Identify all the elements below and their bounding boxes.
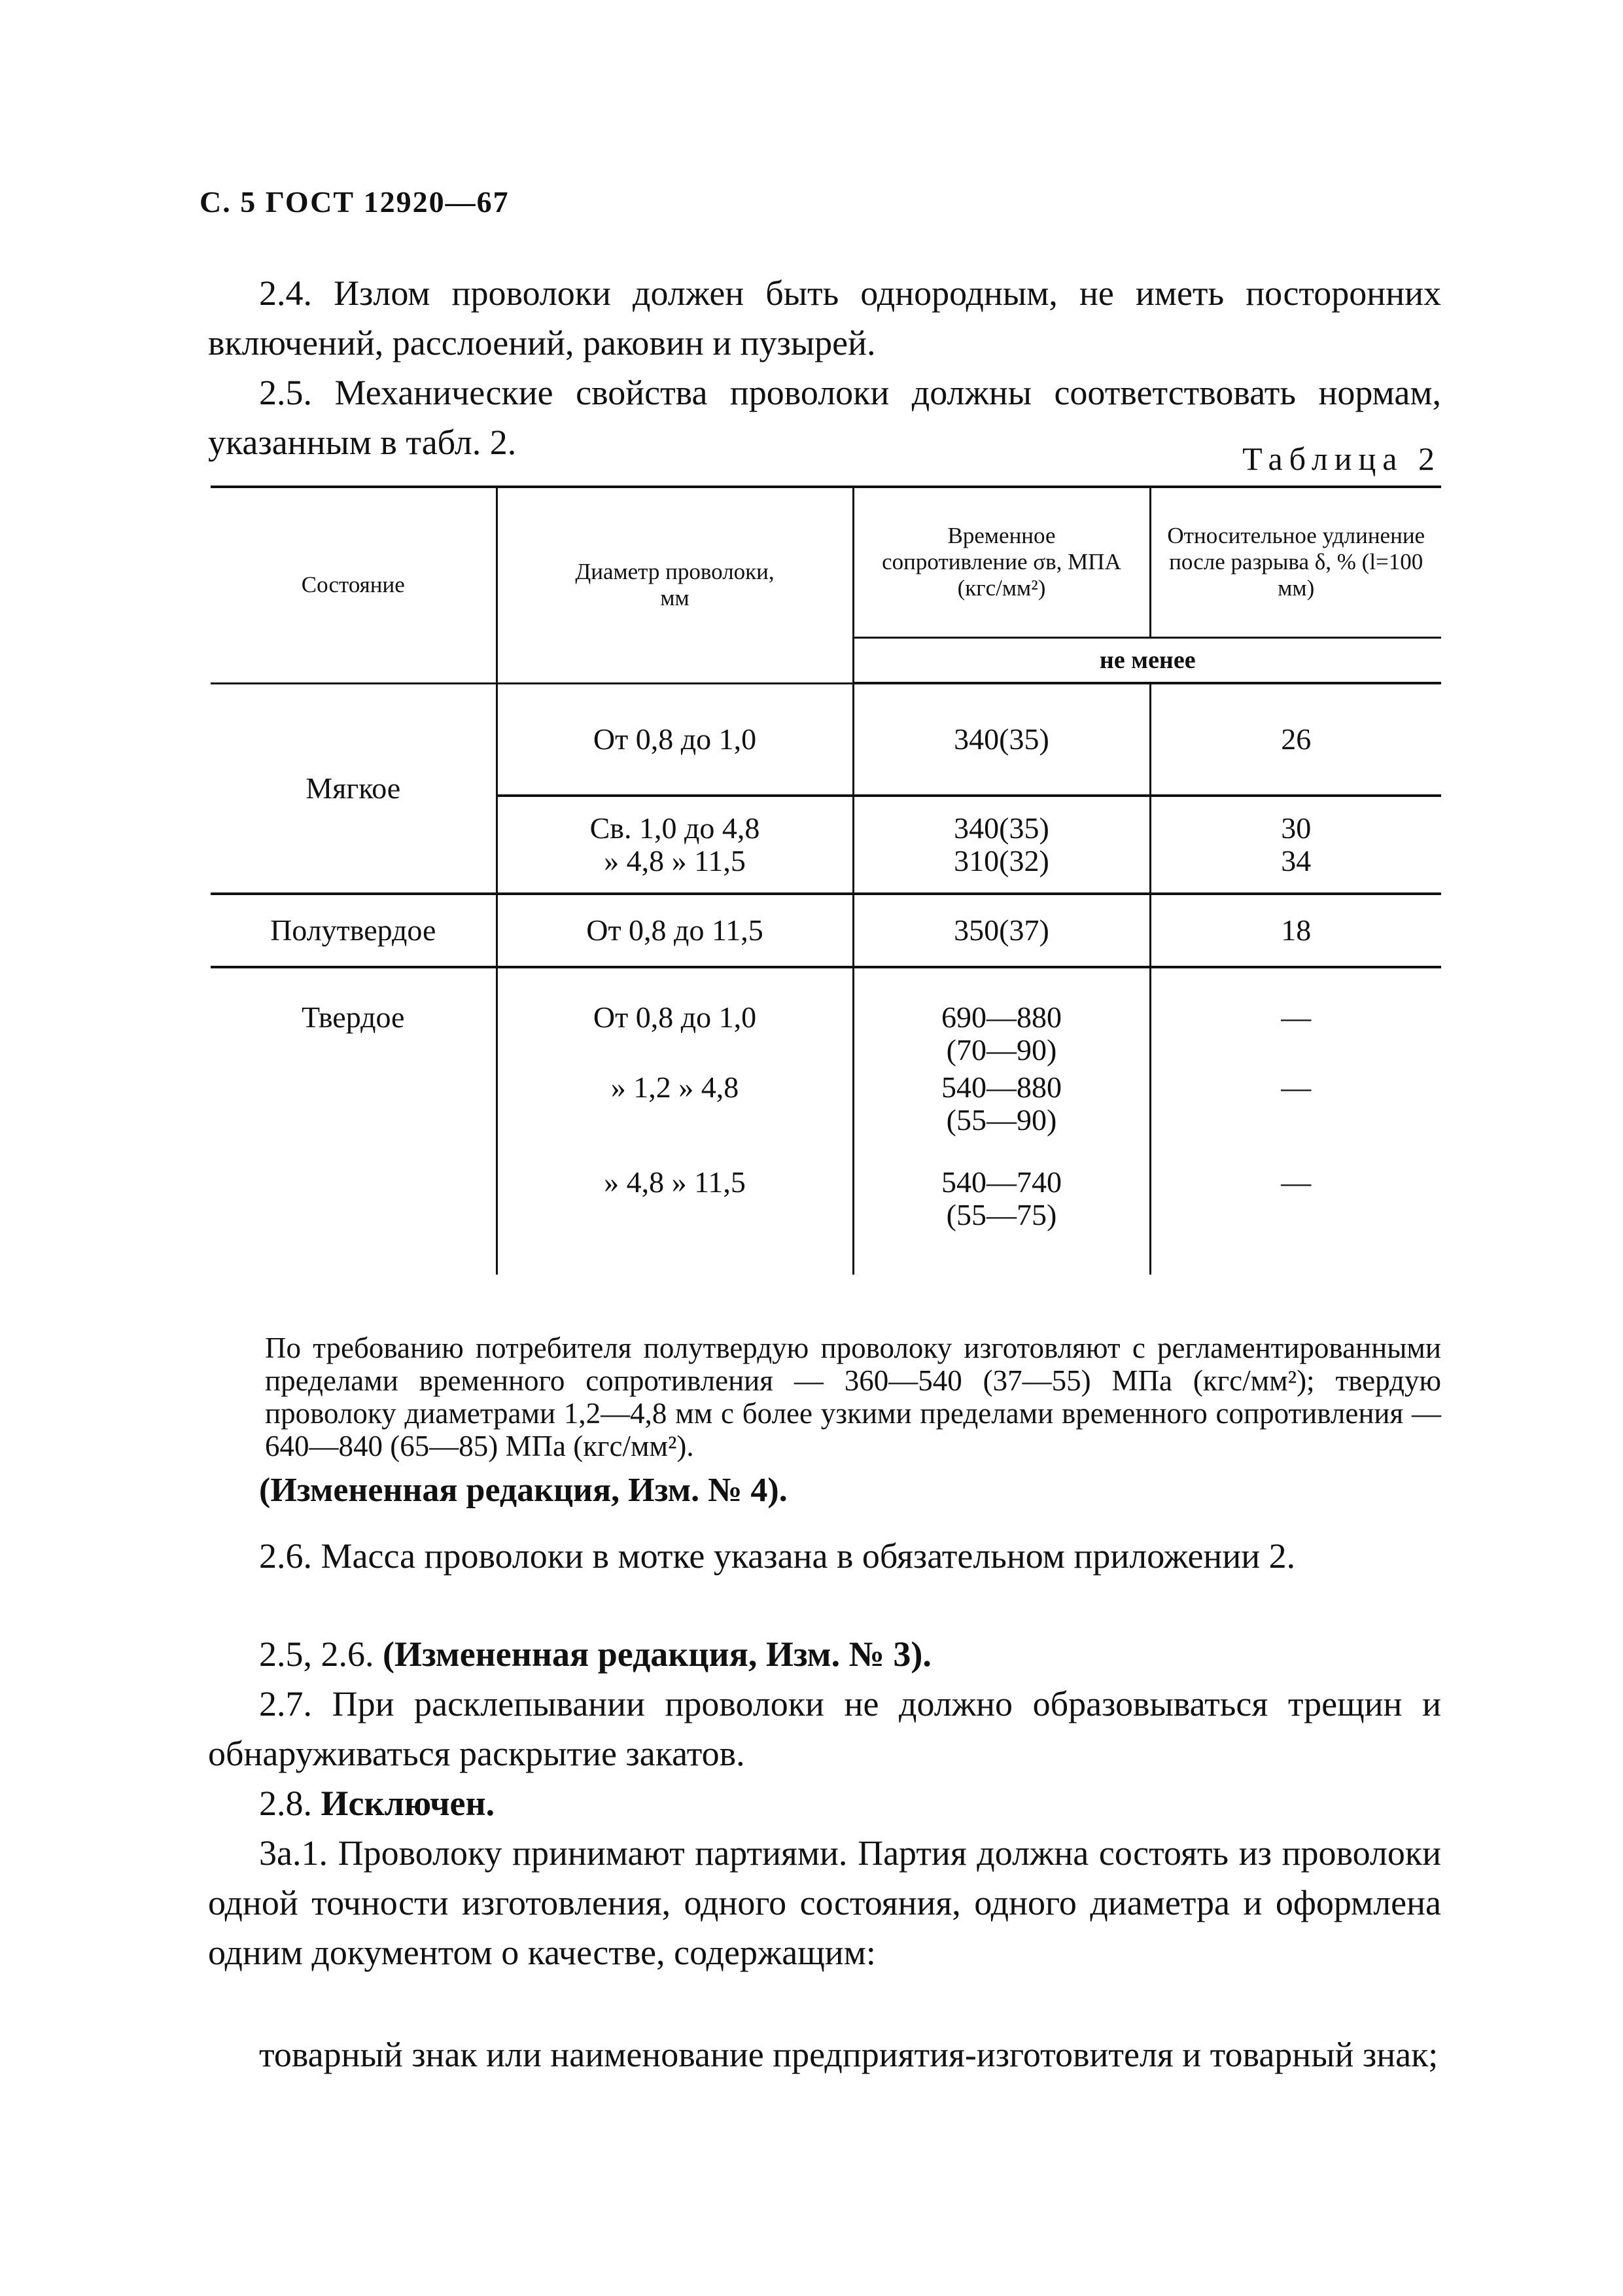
state-hard: Твердое xyxy=(211,967,497,1275)
elongation-cell: — xyxy=(1281,1070,1312,1104)
amendment-note-4: (Измененная редакция, Изм. № 4). xyxy=(259,1472,788,1509)
strength-cell: 350(37) xyxy=(853,894,1150,967)
diameter-cell: Св. 1,0 до 4,8 » 4,8 » 11,5 xyxy=(497,796,853,894)
elongation-cell: — xyxy=(1281,1165,1312,1199)
diameter-cell: От 0,8 до 11,5 xyxy=(497,894,853,967)
elongation-cell: 18 xyxy=(1150,894,1441,967)
page-header: С. 5 ГОСТ 12920—67 xyxy=(200,185,510,219)
paragraph-2-5-2-6 xyxy=(208,1629,1441,1679)
paragraph-2-8 xyxy=(208,1778,1441,1828)
strength-cell: 540—740 (55—75) xyxy=(853,1163,1150,1275)
amendment-note-3: (Измененная редакция, Изм. № 3). xyxy=(383,1634,932,1674)
table-note: По требованию потребителя полутвердую проволоку изготовляют с регламентированными пределами временного сопротивления — 360—540 (37—55) МПа (кгс/мм²); твердую проволоку диаметрами 1,2—4,8 мм с более узкими пределами временного сопротивления — 640—840 (65—85) МПа (кгс/мм²). xyxy=(265,1332,1441,1462)
table-2 xyxy=(211,486,1441,1275)
header-strength: Временное сопротивление σв, МПА (кгс/мм²) xyxy=(853,487,1150,637)
diameter-cell: От 0,8 до 1,0 xyxy=(497,967,853,1069)
paragraph-2-8-prefix: 2.8. xyxy=(259,1784,312,1823)
header-min-label: не менее xyxy=(853,637,1441,683)
paragraph-2-5-2-6-prefix: 2.5, 2.6. xyxy=(259,1634,374,1674)
header-elongation: Относительное удлинение после разрыва δ, % (l=100 мм) xyxy=(1150,487,1441,637)
table-caption: Таблица 2 xyxy=(1242,440,1441,477)
state-semi-hard: Полутвердое xyxy=(211,894,497,967)
strength-cell: 340(35) 310(32) xyxy=(853,796,1150,894)
diameter-cell: » 1,2 » 4,8 xyxy=(497,1069,853,1163)
elongation-cell: 26 xyxy=(1150,683,1441,796)
paragraph-2-6: 2.6. Масса проволоки в мотке указана в обязательном приложении 2. xyxy=(259,1536,1296,1576)
state-soft: Мягкое xyxy=(211,683,497,894)
header-diameter: Диаметр проволоки, мм xyxy=(497,487,853,683)
paragraph-3a-1: 3а.1. Проволоку принимают партиями. Партия должна состоять из проволоки одной точности изготовления, одного состояния, одного диаметра и оформлена одним документом о качестве, содержащим: xyxy=(208,1833,1441,1972)
paragraph-trademark: товарный знак или наименование предприятия-изготовителя и товарный знак; xyxy=(259,2035,1439,2074)
header-state: Состояние xyxy=(211,487,497,683)
elongation-cell: — xyxy=(1281,1000,1312,1034)
diameter-cell: От 0,8 до 1,0 xyxy=(497,683,853,796)
strength-cell: 340(35) xyxy=(853,683,1150,796)
paragraph-2-7: 2.7. При расклепывании проволоки не должно образовываться трещин и обнаруживаться раскрытие закатов. xyxy=(208,1684,1441,1773)
strength-cell: 540—880 (55—90) xyxy=(853,1069,1150,1163)
strength-cell: 690—880 (70—90) xyxy=(853,967,1150,1069)
paragraph-2-4: 2.4. Излом проволоки должен быть однородным, не иметь посторонних включений, расслоений, раковин и пузырей. xyxy=(208,274,1441,362)
excluded-label: Исключен. xyxy=(321,1784,495,1823)
paragraph-2-5: 2.5. Механические свойства проволоки должны соответствовать нормам, указанным в табл. 2. xyxy=(208,373,1441,462)
diameter-cell: » 4,8 » 11,5 xyxy=(497,1163,853,1275)
elongation-cell: 30 34 xyxy=(1150,796,1441,894)
